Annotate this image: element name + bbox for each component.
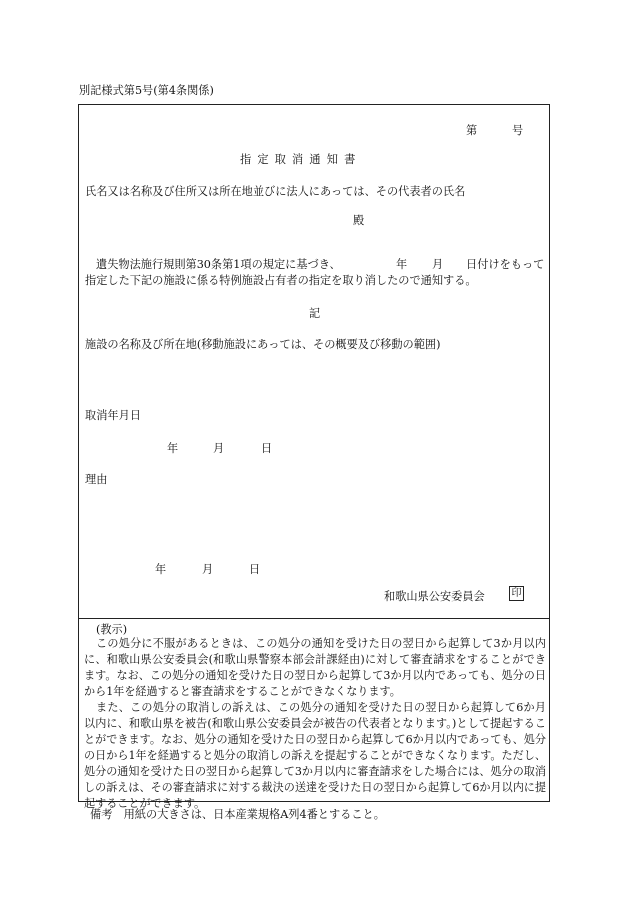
body-line1-nen: 年 [396,258,408,271]
cancel-date-tsuki: 月 [213,442,225,455]
seal-mark: 印 [509,586,524,601]
facility-label: 施設の名称及び所在地(移動施設にあっては、その概要及び移動の範囲) [85,338,441,351]
dono: 殿 [353,214,365,227]
body-line1-b: 日付けをもって [466,258,545,271]
issue-date-tsuki: 月 [202,563,214,576]
number-go: 号 [512,124,524,137]
form-label: 別記様式第5号(第4条関係) [79,84,214,97]
addressee-label: 氏名又は名称及び住所又は所在地並びに法人にあっては、その代表者の氏名 [85,185,466,198]
ki-heading: 記 [309,307,321,320]
body-line1-tsuki: 月 [432,258,444,271]
issue-date-nen: 年 [155,563,167,576]
reason-label: 理由 [85,473,108,486]
kyoji-paragraph-2: また、この処分の取消しの訴えは、この処分の通知を受けた日の翌日から起算して6か月以内に、和歌山県を被告(和歌山県公安委員会が被告の代表者となります。)として提起することができます。なお、処分の通知を受けた日の翌日から起算して6か月以内であっても、処分の日から1年を経過すると処分の取消しの訴えを提起することができなくなります。ただし、処分の通知を受けた日の翌日から起算して3か月以内に審査請求をした場合には、処分の取消しの訴えは、その審査請求に対する裁決の送達を受けた日の翌日から起算して6か月以内に提起することができます。 [84,701,546,810]
bikou-note: 備考 用紙の大きさは、日本産業規格A列4番とすること。 [90,808,385,821]
cancel-date-hi: 日 [261,442,273,455]
issue-date-hi: 日 [249,563,261,576]
cancel-date-label: 取消年月日 [85,409,141,422]
body-line2: 指定した下記の施設に係る特例施設占有者の指定を取り消したので通知する。 [85,274,477,287]
cancel-date-nen: 年 [167,442,179,455]
number-dai: 第 [466,124,478,137]
kyoji-label: (教示) [96,623,128,636]
kyoji-paragraph-1: この処分に不服があるときは、この処分の通知を受けた日の翌日から起算して3か月以内に、和歌山県公安委員会(和歌山県警察本部会計課経由)に対して審査請求をすることができます。なお、この処分の通知を受けた日の翌日から起算して3か月以内であっても、処分の日から1年を経過すると審査請求をすることができなくなります。 [84,637,546,698]
body-line1-a: 遺失物法施行規則第30条第1項の規定に基づき、 [96,258,341,271]
kyoji-divider [78,618,550,619]
document-title: 指定取消通知書 [240,153,362,166]
issuer-name: 和歌山県公安委員会 [384,590,485,603]
